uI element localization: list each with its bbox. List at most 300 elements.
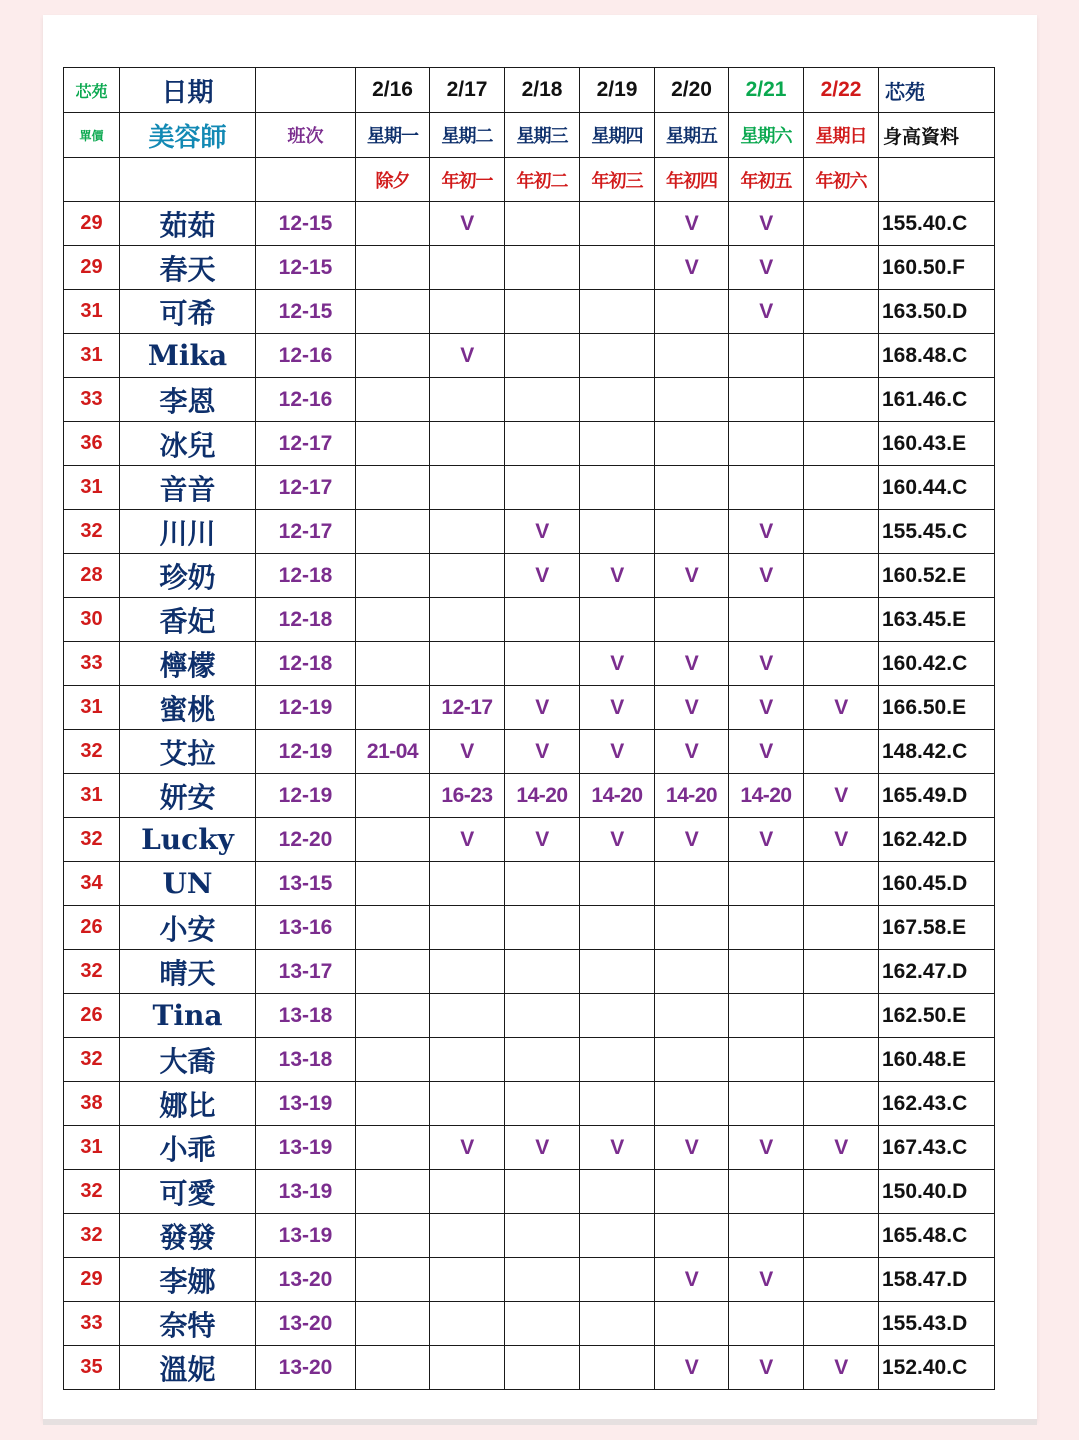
day-schedule-cell [655, 906, 729, 950]
beautician-name-cell: 李娜 [120, 1258, 256, 1302]
height-data-cell: 162.42.D [879, 818, 995, 862]
day-schedule-cell: V [655, 202, 729, 246]
day-schedule-cell [430, 290, 505, 334]
table-row [64, 994, 995, 1038]
day-schedule-cell: V [655, 730, 729, 774]
header-row-weekdays [64, 113, 995, 158]
day-schedule-cell [655, 378, 729, 422]
day-schedule-cell: V [729, 818, 804, 862]
shift-cell: 12-19 [256, 686, 356, 730]
day-schedule-cell [580, 246, 655, 290]
weekday-cell-sunday: 星期日 [804, 113, 879, 158]
height-data-cell: 152.40.C [879, 1346, 995, 1390]
unit-price-cell: 29 [64, 246, 120, 290]
table-row [64, 906, 995, 950]
day-schedule-cell [655, 1302, 729, 1346]
beautician-name-cell: 川川 [120, 510, 256, 554]
day-schedule-cell: V [430, 202, 505, 246]
day-schedule-cell [356, 422, 430, 466]
weekday-cell: 星期二 [430, 113, 505, 158]
day-schedule-cell [430, 1038, 505, 1082]
date-cell-sunday: 2/22 [804, 68, 879, 113]
height-data-cell: 167.43.C [879, 1126, 995, 1170]
day-schedule-cell [356, 1214, 430, 1258]
day-schedule-cell [729, 994, 804, 1038]
day-schedule-cell: 21-04 [356, 730, 430, 774]
day-schedule-cell [505, 334, 580, 378]
day-schedule-cell [356, 994, 430, 1038]
table-row [64, 950, 995, 994]
beautician-name-cell: 音音 [120, 466, 256, 510]
day-schedule-cell: 16-23 [430, 774, 505, 818]
day-schedule-cell: V [729, 1258, 804, 1302]
height-data-cell: 160.42.C [879, 642, 995, 686]
lunar-day-cell: 年初四 [655, 158, 729, 202]
beautician-name-cell: Tina [120, 994, 256, 1038]
day-schedule-cell [356, 774, 430, 818]
lunar-day-cell: 除夕 [356, 158, 430, 202]
day-schedule-cell [356, 1346, 430, 1390]
table-row [64, 378, 995, 422]
day-schedule-cell [729, 378, 804, 422]
day-schedule-cell [505, 422, 580, 466]
day-schedule-cell: V [655, 554, 729, 598]
day-schedule-cell [505, 1038, 580, 1082]
day-schedule-cell: V [655, 818, 729, 862]
height-data-cell: 162.43.C [879, 1082, 995, 1126]
beautician-name-cell: 香妃 [120, 598, 256, 642]
day-schedule-cell [729, 466, 804, 510]
day-schedule-cell [356, 1082, 430, 1126]
day-schedule-cell [430, 1170, 505, 1214]
day-schedule-cell [804, 510, 879, 554]
shift-cell: 13-16 [256, 906, 356, 950]
unit-price-cell: 31 [64, 290, 120, 334]
beautician-name-cell: 發發 [120, 1214, 256, 1258]
beautician-name-cell: 珍奶 [120, 554, 256, 598]
height-data-label: 身高資料 [879, 113, 995, 158]
day-schedule-cell [505, 1302, 580, 1346]
unit-price-cell: 34 [64, 862, 120, 906]
day-schedule-cell [655, 994, 729, 1038]
day-schedule-cell [430, 466, 505, 510]
unit-price-cell: 32 [64, 1038, 120, 1082]
shift-cell: 13-20 [256, 1302, 356, 1346]
unit-price-cell: 31 [64, 334, 120, 378]
table-row [64, 202, 995, 246]
shift-cell: 12-19 [256, 730, 356, 774]
shift-cell: 12-17 [256, 510, 356, 554]
day-schedule-cell [430, 598, 505, 642]
day-schedule-cell [580, 1346, 655, 1390]
day-schedule-cell: V [729, 1346, 804, 1390]
day-schedule-cell [655, 598, 729, 642]
day-schedule-cell [505, 862, 580, 906]
day-schedule-cell [356, 1038, 430, 1082]
day-schedule-cell [580, 1258, 655, 1302]
day-schedule-cell [430, 862, 505, 906]
shift-cell: 12-18 [256, 554, 356, 598]
day-schedule-cell [356, 202, 430, 246]
day-schedule-cell [356, 598, 430, 642]
shift-cell: 12-15 [256, 202, 356, 246]
day-schedule-cell: V [580, 642, 655, 686]
shift-cell: 12-17 [256, 422, 356, 466]
unit-price-cell: 31 [64, 1126, 120, 1170]
day-schedule-cell [580, 466, 655, 510]
day-schedule-cell [804, 334, 879, 378]
unit-price-cell: 32 [64, 818, 120, 862]
table-row [64, 818, 995, 862]
day-schedule-cell [430, 554, 505, 598]
beautician-name-cell: 娜比 [120, 1082, 256, 1126]
shift-cell: 12-20 [256, 818, 356, 862]
day-schedule-cell: V [505, 1126, 580, 1170]
beautician-name-cell: Mika [120, 334, 256, 378]
day-schedule-cell: V [729, 642, 804, 686]
day-schedule-cell: V [580, 686, 655, 730]
height-data-cell: 165.49.D [879, 774, 995, 818]
day-schedule-cell [356, 1302, 430, 1346]
day-schedule-cell: V [430, 1126, 505, 1170]
day-schedule-cell: V [655, 1126, 729, 1170]
day-schedule-cell [580, 1038, 655, 1082]
day-schedule-cell [804, 1038, 879, 1082]
table-row [64, 1082, 995, 1126]
date-cell: 2/19 [580, 68, 655, 113]
day-schedule-cell [804, 906, 879, 950]
height-data-cell: 155.43.D [879, 1302, 995, 1346]
beautician-name-cell: 小乖 [120, 1126, 256, 1170]
day-schedule-cell [505, 642, 580, 686]
unit-price-cell: 28 [64, 554, 120, 598]
day-schedule-cell: 14-20 [580, 774, 655, 818]
blank-header-cell [256, 68, 356, 113]
unit-price-cell: 30 [64, 598, 120, 642]
height-data-cell: 155.40.C [879, 202, 995, 246]
unit-price-cell: 26 [64, 906, 120, 950]
schedule-table [63, 67, 995, 1390]
day-schedule-cell: V [505, 730, 580, 774]
unit-price-cell: 31 [64, 466, 120, 510]
shift-cell: 12-18 [256, 598, 356, 642]
day-schedule-cell: V [505, 818, 580, 862]
day-schedule-cell [505, 246, 580, 290]
day-schedule-cell [430, 1082, 505, 1126]
unit-price-cell: 32 [64, 1214, 120, 1258]
height-data-cell: 155.45.C [879, 510, 995, 554]
day-schedule-cell [505, 202, 580, 246]
day-schedule-cell [430, 1214, 505, 1258]
sheet-shadow [43, 1419, 1037, 1425]
height-data-cell: 168.48.C [879, 334, 995, 378]
day-schedule-cell [430, 642, 505, 686]
table-row [64, 290, 995, 334]
day-schedule-cell: V [729, 686, 804, 730]
unit-price-cell: 26 [64, 994, 120, 1038]
day-schedule-cell [580, 994, 655, 1038]
day-schedule-cell [804, 378, 879, 422]
shift-cell: 13-19 [256, 1082, 356, 1126]
beautician-name-cell: 小安 [120, 906, 256, 950]
day-schedule-cell [580, 1302, 655, 1346]
day-schedule-cell [655, 950, 729, 994]
day-schedule-cell [580, 1214, 655, 1258]
day-schedule-cell [804, 1082, 879, 1126]
shift-cell: 13-17 [256, 950, 356, 994]
day-schedule-cell [430, 1258, 505, 1302]
day-schedule-cell [729, 862, 804, 906]
day-schedule-cell [655, 334, 729, 378]
day-schedule-cell [580, 950, 655, 994]
unit-price-cell: 33 [64, 1302, 120, 1346]
day-schedule-cell [356, 554, 430, 598]
height-data-cell: 160.45.D [879, 862, 995, 906]
day-schedule-cell [580, 334, 655, 378]
day-schedule-cell: V [655, 686, 729, 730]
day-schedule-cell [729, 334, 804, 378]
unit-price-cell: 31 [64, 774, 120, 818]
table-row [64, 1302, 995, 1346]
unit-price-cell: 38 [64, 1082, 120, 1126]
date-cell: 2/18 [505, 68, 580, 113]
day-schedule-cell [430, 378, 505, 422]
table-row [64, 422, 995, 466]
day-schedule-cell [804, 1302, 879, 1346]
unit-price-cell: 29 [64, 202, 120, 246]
height-data-cell: 163.45.E [879, 598, 995, 642]
day-schedule-cell [505, 1170, 580, 1214]
day-schedule-cell [356, 246, 430, 290]
day-schedule-cell: V [580, 730, 655, 774]
day-schedule-cell: 14-20 [655, 774, 729, 818]
unit-price-cell: 29 [64, 1258, 120, 1302]
day-schedule-cell [505, 906, 580, 950]
date-label: 日期 [120, 68, 256, 113]
height-data-cell: 162.50.E [879, 994, 995, 1038]
table-row [64, 466, 995, 510]
day-schedule-cell [655, 862, 729, 906]
day-schedule-cell: V [804, 686, 879, 730]
unit-price-cell: 32 [64, 950, 120, 994]
day-schedule-cell: V [580, 554, 655, 598]
day-schedule-cell: V [505, 554, 580, 598]
day-schedule-cell [580, 1170, 655, 1214]
day-schedule-cell [356, 1126, 430, 1170]
day-schedule-cell [655, 1214, 729, 1258]
day-schedule-cell [729, 598, 804, 642]
day-schedule-cell: V [505, 510, 580, 554]
shift-cell: 13-19 [256, 1170, 356, 1214]
table-row [64, 334, 995, 378]
day-schedule-cell [804, 1214, 879, 1258]
lunar-day-cell: 年初三 [580, 158, 655, 202]
day-schedule-cell [804, 1258, 879, 1302]
day-schedule-cell [729, 950, 804, 994]
shift-cell: 13-19 [256, 1126, 356, 1170]
beautician-name-cell: 蜜桃 [120, 686, 256, 730]
brand-label-left: 芯苑 [64, 68, 120, 113]
weekday-cell-saturday: 星期六 [729, 113, 804, 158]
day-schedule-cell [505, 290, 580, 334]
day-schedule-cell [804, 994, 879, 1038]
header-row-dates [64, 68, 995, 113]
day-schedule-cell: V [655, 642, 729, 686]
day-schedule-cell [356, 466, 430, 510]
unit-price-cell: 32 [64, 510, 120, 554]
day-schedule-cell [430, 1302, 505, 1346]
day-schedule-cell: V [729, 290, 804, 334]
day-schedule-cell [356, 1258, 430, 1302]
day-schedule-cell [430, 906, 505, 950]
day-schedule-cell: 14-20 [729, 774, 804, 818]
unit-price-cell: 35 [64, 1346, 120, 1390]
blank-header-cell [64, 158, 120, 202]
table-row [64, 1170, 995, 1214]
weekday-cell: 星期三 [505, 113, 580, 158]
day-schedule-cell [430, 246, 505, 290]
day-schedule-cell [804, 466, 879, 510]
day-schedule-cell: V [729, 246, 804, 290]
shift-cell: 12-16 [256, 378, 356, 422]
day-schedule-cell: V [580, 818, 655, 862]
height-data-cell: 161.46.C [879, 378, 995, 422]
day-schedule-cell: V [430, 334, 505, 378]
day-schedule-cell [356, 334, 430, 378]
date-cell: 2/17 [430, 68, 505, 113]
day-schedule-cell [804, 554, 879, 598]
blank-header-cell [879, 158, 995, 202]
beautician-name-cell: 艾拉 [120, 730, 256, 774]
day-schedule-cell [804, 290, 879, 334]
height-data-cell: 166.50.E [879, 686, 995, 730]
header-row-lunar [64, 158, 995, 202]
table-row [64, 1346, 995, 1390]
day-schedule-cell: V [580, 1126, 655, 1170]
day-schedule-cell [580, 510, 655, 554]
table-row [64, 554, 995, 598]
beautician-name-cell: 春天 [120, 246, 256, 290]
beautician-name-cell: 冰兒 [120, 422, 256, 466]
day-schedule-cell: V [804, 1346, 879, 1390]
day-schedule-cell [505, 1214, 580, 1258]
unit-price-cell: 36 [64, 422, 120, 466]
height-data-cell: 165.48.C [879, 1214, 995, 1258]
day-schedule-cell: V [729, 510, 804, 554]
day-schedule-cell [356, 290, 430, 334]
day-schedule-cell: V [655, 1346, 729, 1390]
day-schedule-cell [580, 862, 655, 906]
day-schedule-cell [729, 1214, 804, 1258]
table-row [64, 1258, 995, 1302]
day-schedule-cell [505, 598, 580, 642]
beautician-name-cell: 晴天 [120, 950, 256, 994]
weekday-cell: 星期一 [356, 113, 430, 158]
day-schedule-cell: V [804, 774, 879, 818]
shift-cell: 13-18 [256, 994, 356, 1038]
beautician-name-cell: 妍安 [120, 774, 256, 818]
brand-label-right: 芯苑 [879, 68, 995, 113]
table-row [64, 642, 995, 686]
day-schedule-cell [804, 422, 879, 466]
day-schedule-cell [804, 1170, 879, 1214]
day-schedule-cell: V [505, 686, 580, 730]
table-row [64, 598, 995, 642]
day-schedule-cell: V [430, 730, 505, 774]
day-schedule-cell: V [729, 202, 804, 246]
day-schedule-cell [804, 862, 879, 906]
day-schedule-cell [804, 598, 879, 642]
date-cell: 2/16 [356, 68, 430, 113]
day-schedule-cell [729, 422, 804, 466]
shift-label: 班次 [256, 113, 356, 158]
table-row [64, 1038, 995, 1082]
day-schedule-cell [655, 290, 729, 334]
day-schedule-cell [580, 290, 655, 334]
beautician-name-cell: 溫妮 [120, 1346, 256, 1390]
day-schedule-cell [655, 1170, 729, 1214]
schedule-sheet [43, 15, 1037, 1420]
beautician-name-cell: Lucky [120, 818, 256, 862]
day-schedule-cell: V [804, 818, 879, 862]
day-schedule-cell [804, 950, 879, 994]
day-schedule-cell [356, 1170, 430, 1214]
height-data-cell: 160.50.F [879, 246, 995, 290]
day-schedule-cell [505, 1346, 580, 1390]
shift-cell: 13-20 [256, 1258, 356, 1302]
table-row [64, 862, 995, 906]
day-schedule-cell [430, 510, 505, 554]
beautician-name-cell: UN [120, 862, 256, 906]
day-schedule-cell [505, 466, 580, 510]
beautician-label: 美容師 [120, 113, 256, 158]
day-schedule-cell [729, 1082, 804, 1126]
unit-price-cell: 31 [64, 686, 120, 730]
day-schedule-cell [356, 862, 430, 906]
day-schedule-cell [356, 642, 430, 686]
day-schedule-cell [655, 1082, 729, 1126]
unit-price-cell: 33 [64, 642, 120, 686]
day-schedule-cell [505, 1082, 580, 1126]
day-schedule-cell [505, 378, 580, 422]
shift-cell: 12-15 [256, 290, 356, 334]
unit-price-cell: 32 [64, 730, 120, 774]
day-schedule-cell [729, 906, 804, 950]
day-schedule-cell [505, 1258, 580, 1302]
blank-header-cell [256, 158, 356, 202]
table-row [64, 1126, 995, 1170]
day-schedule-cell: 12-17 [430, 686, 505, 730]
day-schedule-cell [804, 642, 879, 686]
lunar-day-cell: 年初五 [729, 158, 804, 202]
day-schedule-cell [356, 906, 430, 950]
height-data-cell: 160.52.E [879, 554, 995, 598]
shift-cell: 13-19 [256, 1214, 356, 1258]
day-schedule-cell [580, 202, 655, 246]
height-data-cell: 158.47.D [879, 1258, 995, 1302]
date-cell: 2/20 [655, 68, 729, 113]
height-data-cell: 160.48.E [879, 1038, 995, 1082]
day-schedule-cell [580, 378, 655, 422]
day-schedule-cell [655, 422, 729, 466]
day-schedule-cell [356, 950, 430, 994]
shift-cell: 12-16 [256, 334, 356, 378]
day-schedule-cell [804, 202, 879, 246]
height-data-cell: 167.58.E [879, 906, 995, 950]
day-schedule-cell [655, 1038, 729, 1082]
lunar-day-cell: 年初二 [505, 158, 580, 202]
beautician-name-cell: 可希 [120, 290, 256, 334]
